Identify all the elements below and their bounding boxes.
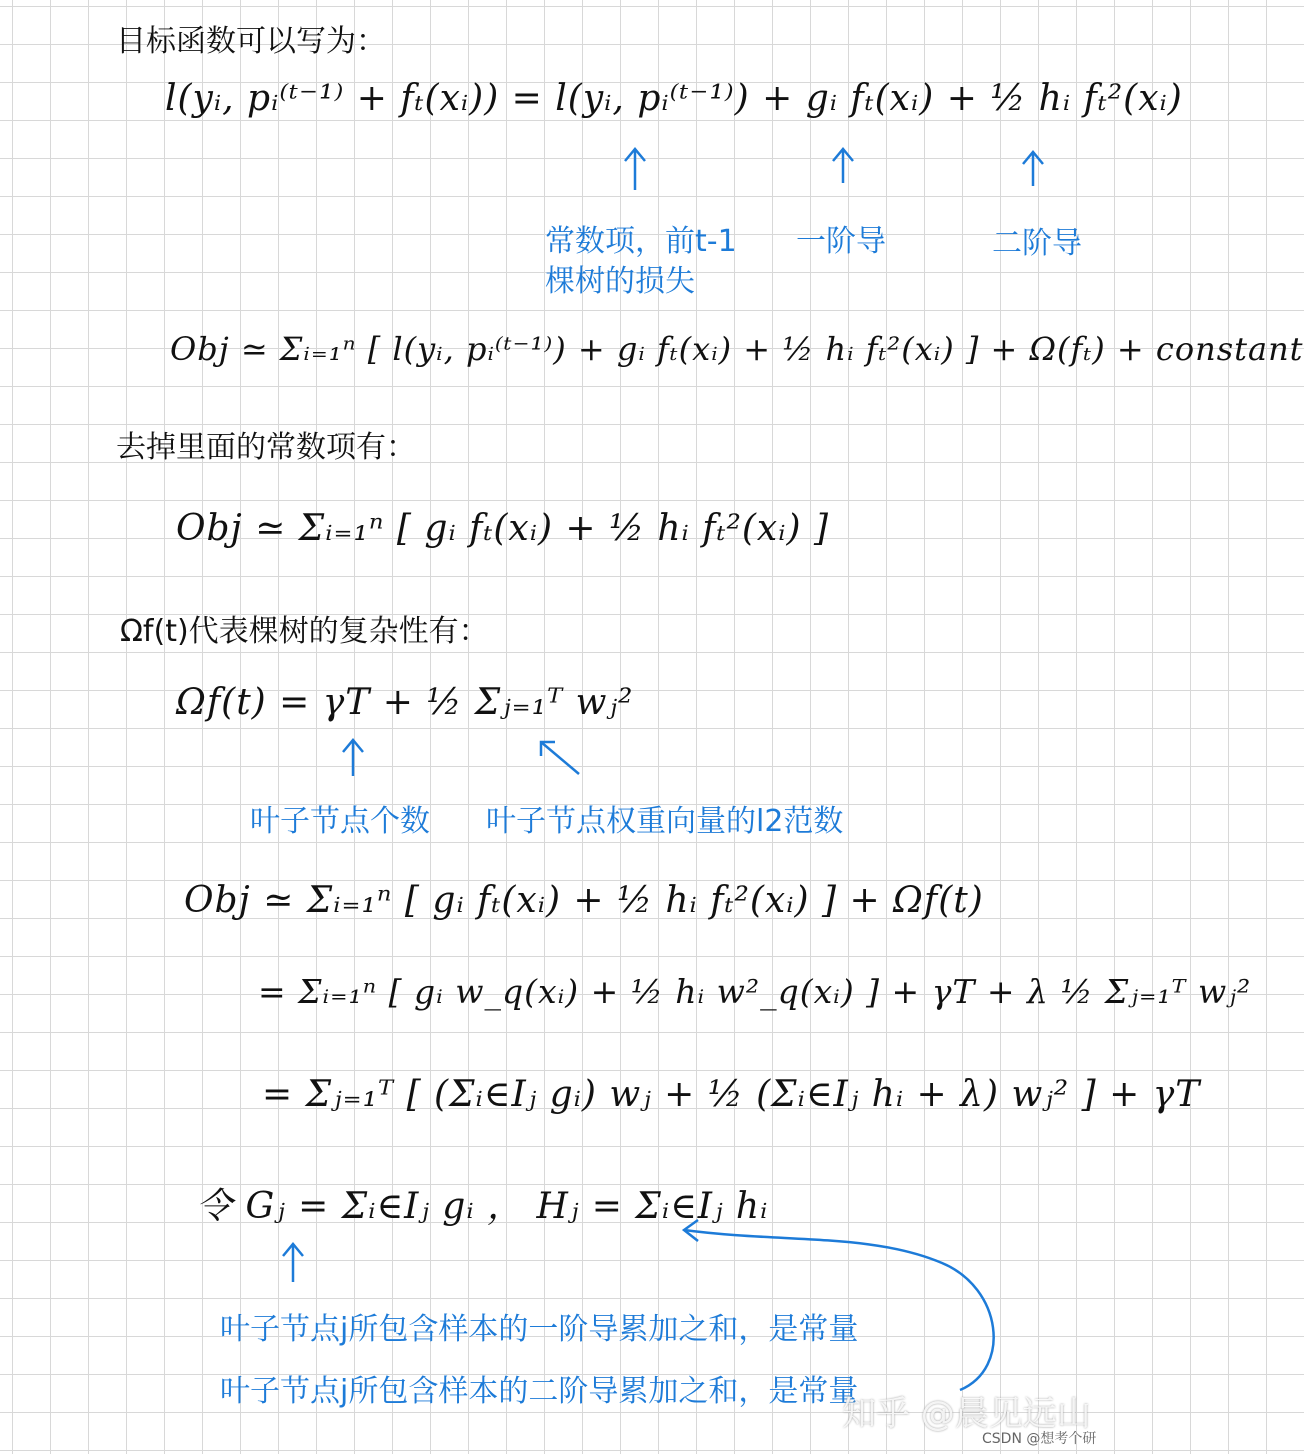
arrow-diagonal-leaf-weight-icon xyxy=(535,736,585,778)
equation-regularization: Ωf(t) = γT + ½ Σⱼ₌₁ᵀ wⱼ² xyxy=(176,682,634,723)
intro-remove-constants: 去掉里面的常数项有： xyxy=(116,430,416,465)
equation-objective-grouped: = Σⱼ₌₁ᵀ [ (Σᵢ∈Iⱼ gᵢ) wⱼ + ½ (Σᵢ∈Iⱼ hᵢ + λ) wⱼ² ] + γT xyxy=(262,1074,1201,1115)
equation-objective-expanded: = Σᵢ₌₁ⁿ [ gᵢ w_q(xᵢ) + ½ hᵢ w²_q(xᵢ) ] + γT + λ ½ Σⱼ₌₁ᵀ wⱼ² xyxy=(258,972,1252,1011)
zhihu-watermark: 知乎 @晨见远山 xyxy=(842,1394,1091,1434)
note-G-definition: 叶子节点j所包含样本的一阶导累加之和，是常量 xyxy=(220,1312,859,1347)
note-leaf-count: 叶子节点个数 xyxy=(250,804,430,839)
equation-taylor-expansion: l(yᵢ, pᵢ⁽ᵗ⁻¹⁾ + fₜ(xᵢ)) = l(yᵢ, pᵢ⁽ᵗ⁻¹⁾) + gᵢ fₜ(xᵢ) + ½ hᵢ fₜ²(xᵢ) xyxy=(165,78,1183,119)
note-previous-trees-loss: 棵树的损失 xyxy=(545,264,695,299)
arrow-up-first-derivative-icon xyxy=(828,145,858,187)
equation-objective-simplified: Obj ≃ Σᵢ₌₁ⁿ [ gᵢ fₜ(xᵢ) + ½ hᵢ fₜ²(xᵢ) ] xyxy=(176,508,830,549)
equation-objective-full: Obj ≃ Σᵢ₌₁ⁿ [ l(yᵢ, pᵢ⁽ᵗ⁻¹⁾) + gᵢ fₜ(xᵢ) + ½ hᵢ fₜ²(xᵢ) ] + Ω(fₜ) + constant xyxy=(170,330,1304,368)
arrow-up-leaf-count-icon xyxy=(338,736,368,780)
arrow-up-G-icon xyxy=(278,1240,308,1286)
arrow-up-second-derivative-icon xyxy=(1018,148,1048,190)
arrow-up-constant-icon xyxy=(620,145,650,195)
note-constant-term: 常数项，前t-1 xyxy=(545,224,737,259)
note-H-definition: 叶子节点j所包含样本的二阶导累加之和，是常量 xyxy=(220,1374,859,1409)
csdn-watermark: CSDN @想考个研 xyxy=(982,1431,1097,1447)
note-leaf-weight-norm: 叶子节点权重向量的l2范数 xyxy=(486,804,844,839)
intro-objective: 目标函数可以写为： xyxy=(116,24,386,59)
note-first-derivative: 一阶导 xyxy=(796,224,886,259)
definition-G-H: 令 Gⱼ = Σᵢ∈Iⱼ gᵢ ， Hⱼ = Σᵢ∈Iⱼ hᵢ xyxy=(196,1186,769,1227)
note-second-derivative: 二阶导 xyxy=(992,226,1082,261)
equation-objective-with-omega: Obj ≃ Σᵢ₌₁ⁿ [ gᵢ fₜ(xᵢ) + ½ hᵢ fₜ²(xᵢ) ] + Ωf(t) xyxy=(184,880,984,921)
intro-tree-complexity: Ωf(t)代表棵树的复杂性有： xyxy=(120,614,489,649)
